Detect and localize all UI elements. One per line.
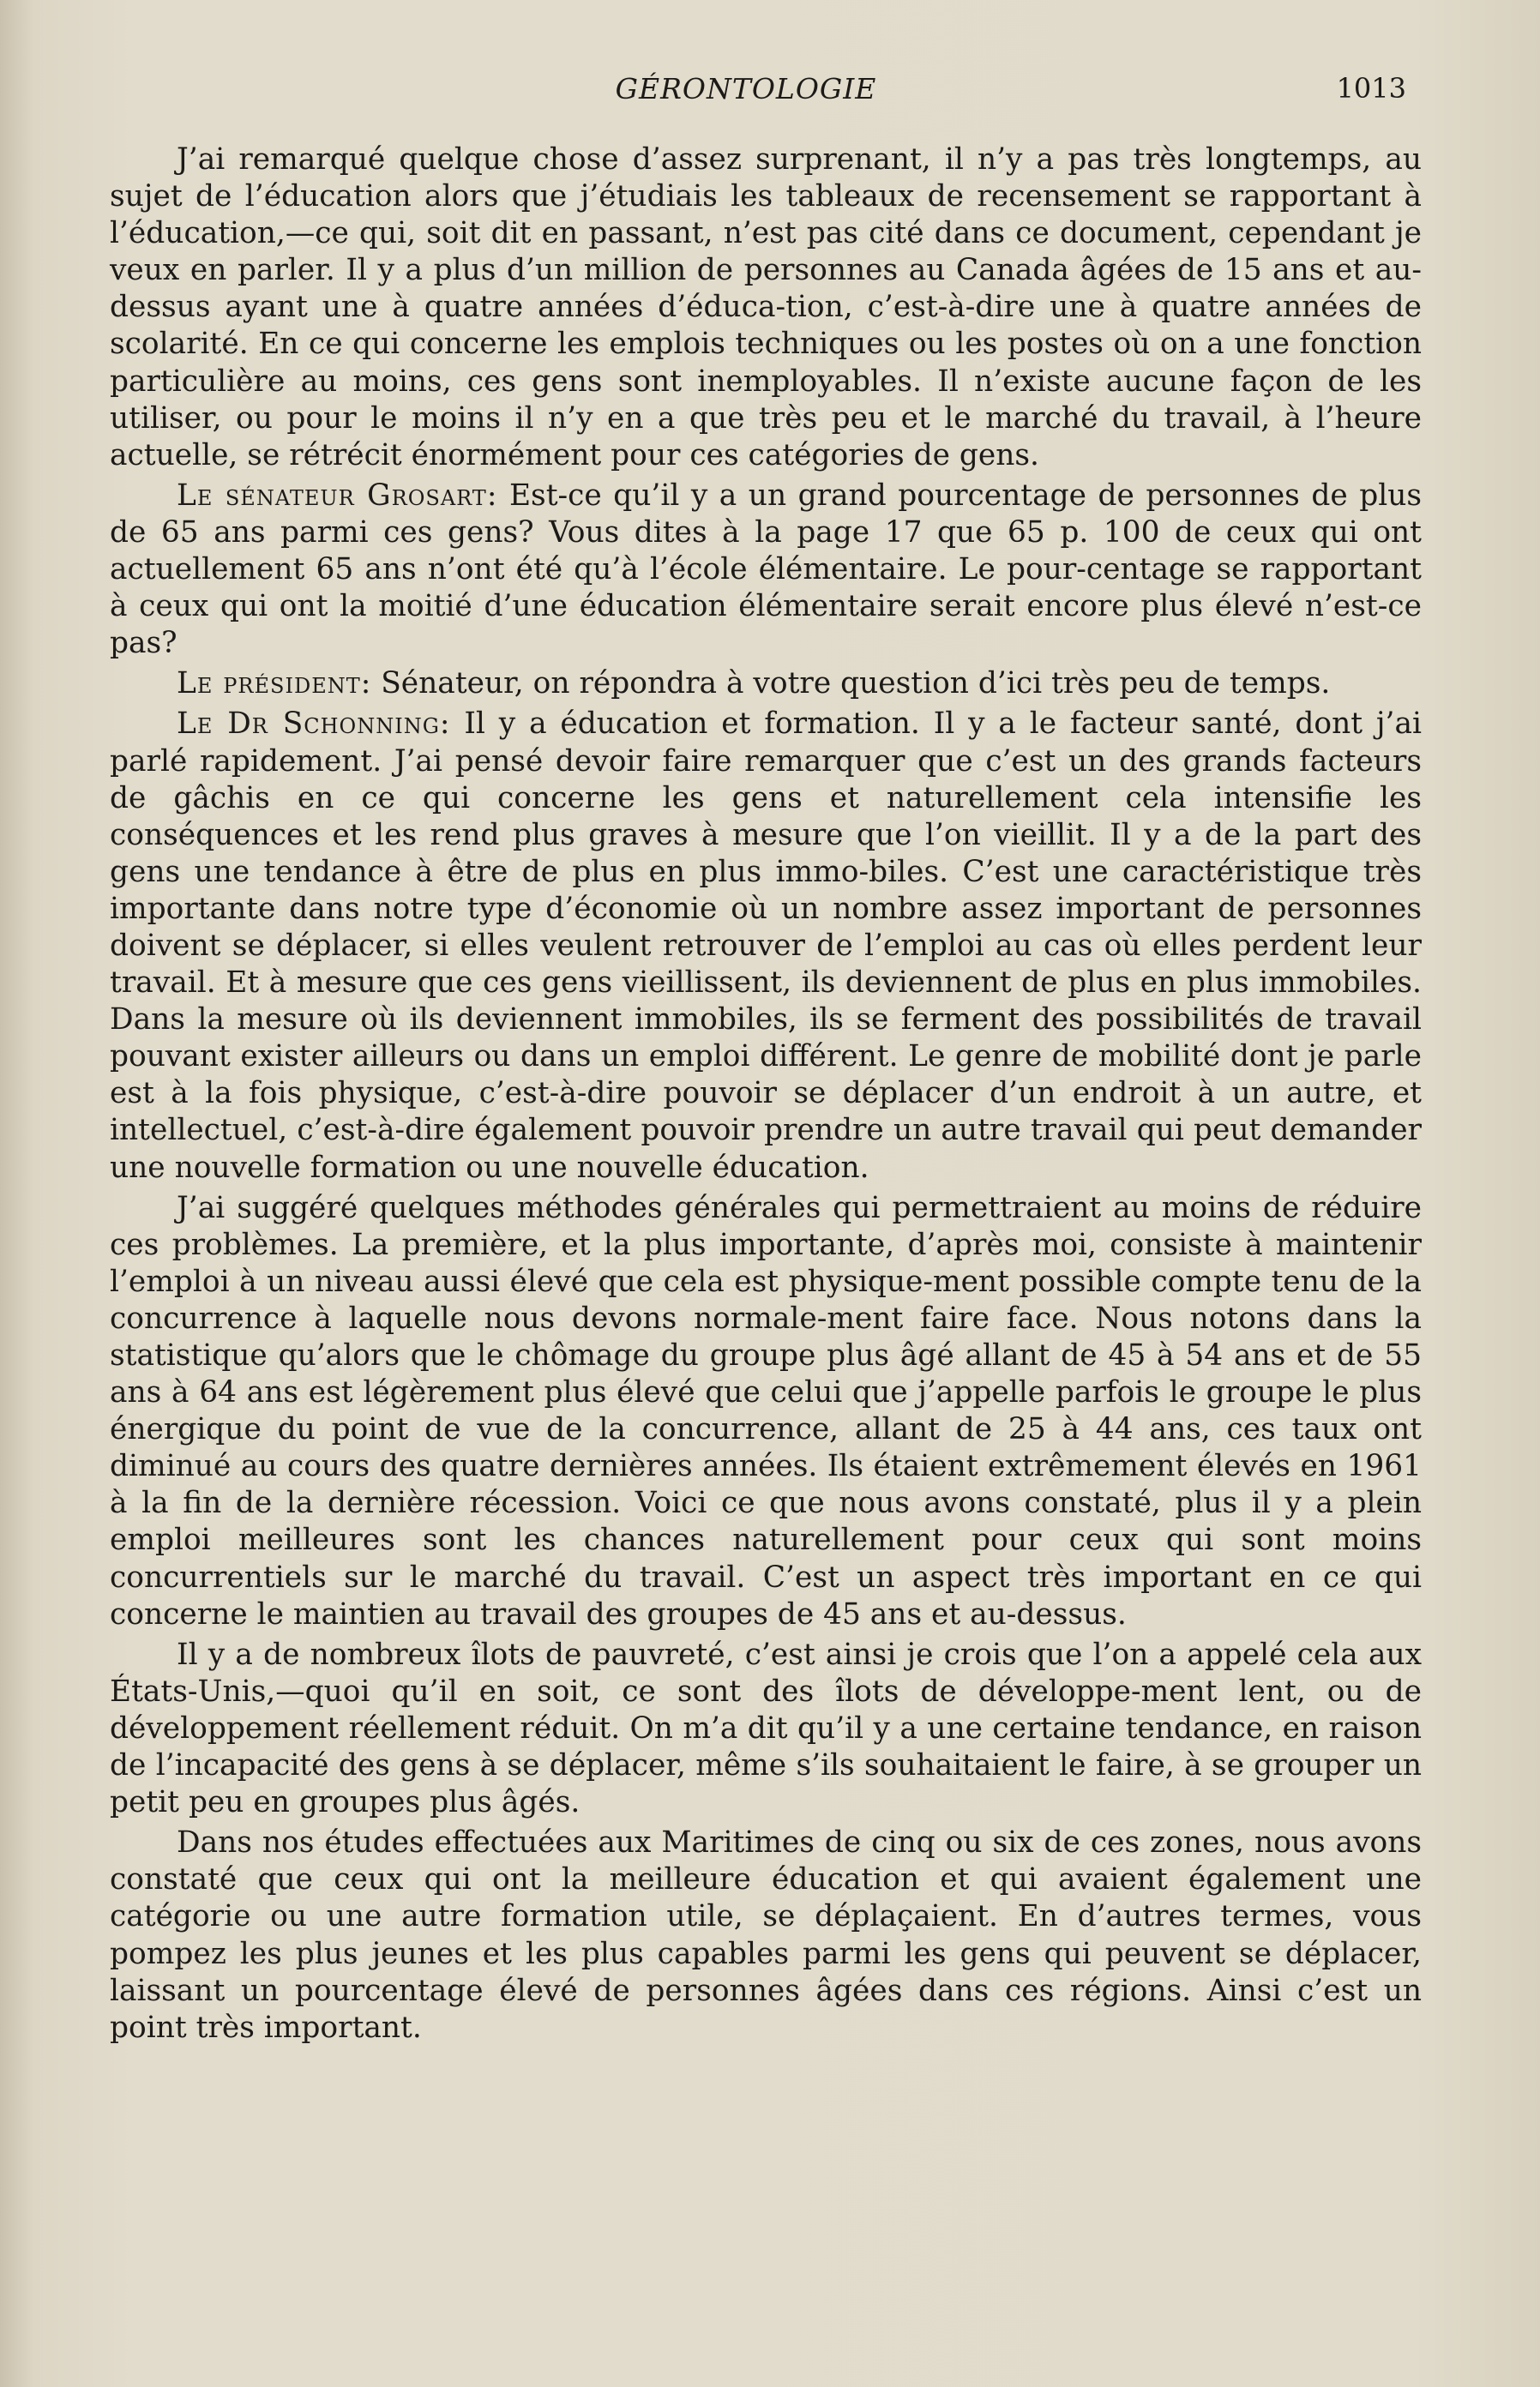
- body-text: [110, 141, 1422, 2050]
- paragraph: [110, 706, 1422, 1186]
- paragraph-text: J’ai suggéré quelques méthodes générales qui permettraient au moins de réduire ces problèmes. La première, et la plus importante, d’après moi, consiste à maintenir l’emploi à un niveau aussi élevé que cela est physique-ment possible compte tenu de la concurrence à laquelle nous devons normale-ment faire face. Nous notons dans la statistique qu’alors que le chômage du groupe plus âgé allant de 45 à 54 ans et de 55 ans à 64 ans est légèrement plus élevé que celui que j’appelle parfois le groupe le plus énergique du point de vue de la concurrence, allant de 25 à 44 ans, ces taux ont diminué au cours des quatre dernières années. Ils étaient extrêmement élevés en 1961 à la fin de la dernière récession. Voici ce que nous avons constaté, plus il y a plein emploi meilleures sont les chances naturellement pour ceux qui sont moins concurrentiels sur le marché du travail. C’est un aspect très important en ce qui concerne le maintien au travail des groupes de 45 ans et au-dessus.: [110, 1190, 1422, 1632]
- paragraph-text: Il y a de nombreux îlots de pauvreté, c’est ainsi je crois que l’on a appelé cela aux États-Unis,—quoi qu’il en soit, ce sont des îlots de développe-ment lent, ou de développement réellement réduit. On m’a dit qu’il y a une certaine tendance, en raison de l’incapacité des gens à se déplacer, même s’ils souhaitaient le faire, à se grouper un petit peu en groupes plus âgés.: [110, 1637, 1422, 1820]
- paragraph-text: Dans nos études effectuées aux Maritimes de cinq ou six de ces zones, nous avons constaté que ceux qui ont la meilleure éducation et qui avaient également une catégorie ou une autre formation utile, se déplaçaient. En d’autres termes, vous pompez les plus jeunes et les plus capables parmi les gens qui peuvent se déplacer, laissant un pourcentage élevé de personnes âgées dans ces régions. Ainsi c’est un point très important.: [110, 1825, 1422, 2045]
- speaker-name: Le Dr Schonning:: [177, 706, 451, 742]
- paragraph-text: J’ai remarqué quelque chose d’assez surprenant, il n’y a pas très longtemps, au sujet de l’éducation alors que j’étudiais les tableaux de recensement se rapportant à l’éducation,—ce qui, soit dit en passant, n’est pas cité dans ce document, cependant je veux en parler. Il y a plus d’un million de personnes au Canada âgées de 15 ans et au-dessus ayant une à quatre années d’éduca-tion, c’est-à-dire une à quatre années de scolarité. En ce qui concerne les emplois techniques ou les postes où on a une fonction particulière au moins, ces gens sont inemployables. Il n’existe aucune façon de les utiliser, ou pour le moins il n’y en a que très peu et le marché du travail, à l’heure actuelle, se rétrécit énormément pour ces catégories de gens.: [110, 142, 1422, 472]
- paragraph: [110, 478, 1422, 662]
- paragraph: [110, 1637, 1422, 1821]
- paragraph: [110, 1825, 1422, 2047]
- paragraph-text: Sénateur, on répondra à votre question d’ici très peu de temps.: [381, 666, 1331, 701]
- paragraph: [110, 1190, 1422, 1633]
- running-title: GÉRONTOLOGIE: [615, 72, 877, 105]
- page-number: 1013: [1336, 72, 1406, 105]
- paragraph-text: Il y a éducation et formation. Il y a le facteur santé, dont j’ai parlé rapidement. J’ai pensé devoir faire remarquer que c’est un des grands facteurs de gâchis en ce qui concerne les gens et naturellement cela intensifie les conséquences et les rend plus graves à mesure que l’on vieillit. Il y a de la part des gens une tendance à être de plus en plus immo-biles. C’est une caractéristique très importante dans notre type d’économie où un nombre assez important de personnes doivent se déplacer, si elles veulent retrouver de l’emploi au cas où elles perdent leur travail. Et à mesure que ces gens vieillissent, ils deviennent de plus en plus immobiles. Dans la mesure où ils deviennent immobiles, ils se ferment des possibilités de travail pouvant exister ailleurs ou dans un emploi différent. Le genre de mobilité dont je parle est à la fois physique, c’est-à-dire pouvoir se déplacer d’un endroit à un autre, et intellectuel, c’est-à-dire également pouvoir prendre un autre travail qui peut demander une nouvelle formation ou une nouvelle éducation.: [110, 706, 1422, 1185]
- speaker-name: Le sénateur Grosart:: [177, 478, 498, 513]
- paragraph: [110, 141, 1422, 474]
- page-header: [111, 72, 1406, 115]
- paragraph-text: Est-ce qu’il y a un grand pourcentage de personnes de plus de 65 ans parmi ces gens? Vous dites à la page 17 que 65 p. 100 de ceux qui ont actuellement 65 ans n’ont été qu’à l’école élémentaire. Le pour-centage se rapportant à ceux qui ont la moitié d’une éducation élémentaire serait encore plus élevé n’est-ce pas?: [110, 478, 1423, 661]
- speaker-name: Le président:: [177, 666, 372, 701]
- paragraph: [110, 665, 1422, 702]
